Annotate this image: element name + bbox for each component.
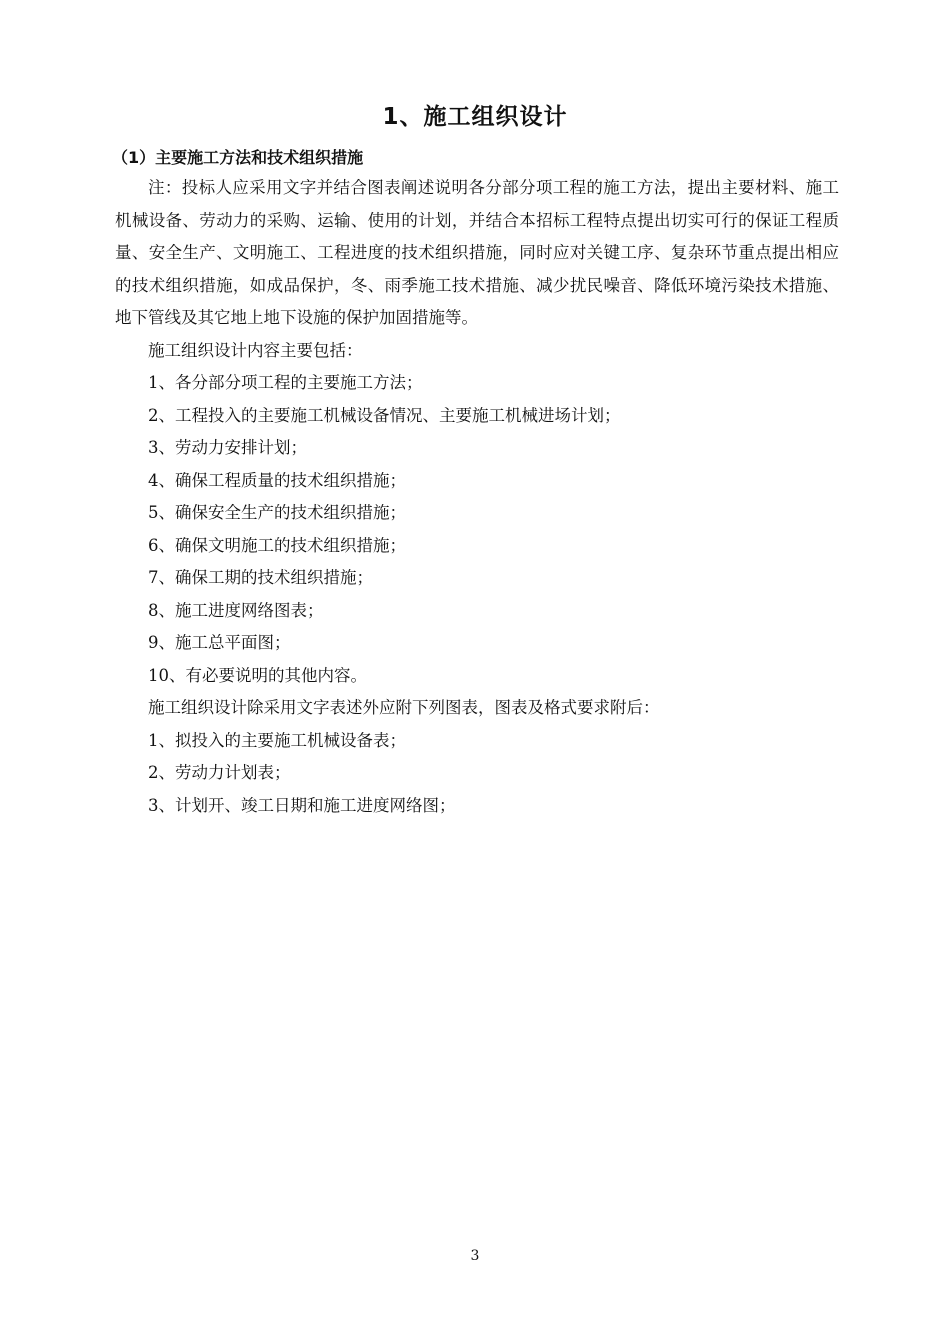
content-item: 7、确保工期的技术组织措施；	[148, 568, 373, 587]
section-heading: （1）主要施工方法和技术组织措施	[112, 148, 364, 167]
content-item: 1、各分部分项工程的主要施工方法；	[148, 373, 423, 392]
content-item: 8、施工进度网络图表；	[148, 600, 324, 620]
page-title: 1、施工组织设计	[382, 104, 568, 130]
body-text	[115, 172, 839, 822]
attachment-item: 2、劳动力计划表；	[148, 763, 291, 782]
content-item: 2、工程投入的主要施工机械设备情况、主要施工机械进场计划；	[148, 405, 621, 425]
content-item: 5、确保安全生产的技术组织措施；	[148, 503, 406, 522]
page-number: 3	[470, 1248, 480, 1264]
attachments-intro: 施工组织设计除采用文字表述外应附下列图表，图表及格式要求附后：	[148, 698, 660, 717]
intro-paragraph: 注：投标人应采用文字并结合图表阐述说明各分部分项工程的施工方法，提出主要材料、施工机械设备、劳动力的采购、运输、使用的计划，并结合本招标工程特点提出切实可行的保证工程质量、安全生产、文明施工、工程进度的技术组织措施，同时应对关键工序、复杂环节重点提出相应的技术组织措施，如成品保护，冬、雨季施工技术措施、减少扰民噪音、降低环境污染技术措施、地下管线及其它地上地下设施的保护加固措施等。	[115, 178, 839, 327]
attachment-item: 3、计划开、竣工日期和施工进度网络图；	[148, 795, 456, 815]
attachment-item: 1、拟投入的主要施工机械设备表；	[148, 730, 406, 750]
content-intro: 施工组织设计内容主要包括：	[148, 340, 363, 360]
content-item: 3、劳动力安排计划；	[148, 438, 307, 457]
content-item: 4、确保工程质量的技术组织措施；	[148, 470, 406, 490]
content-item: 9、施工总平面图；	[148, 633, 291, 652]
content-item: 10、有必要说明的其他内容。	[148, 665, 367, 685]
content-item: 6、确保文明施工的技术组织措施；	[148, 535, 406, 555]
